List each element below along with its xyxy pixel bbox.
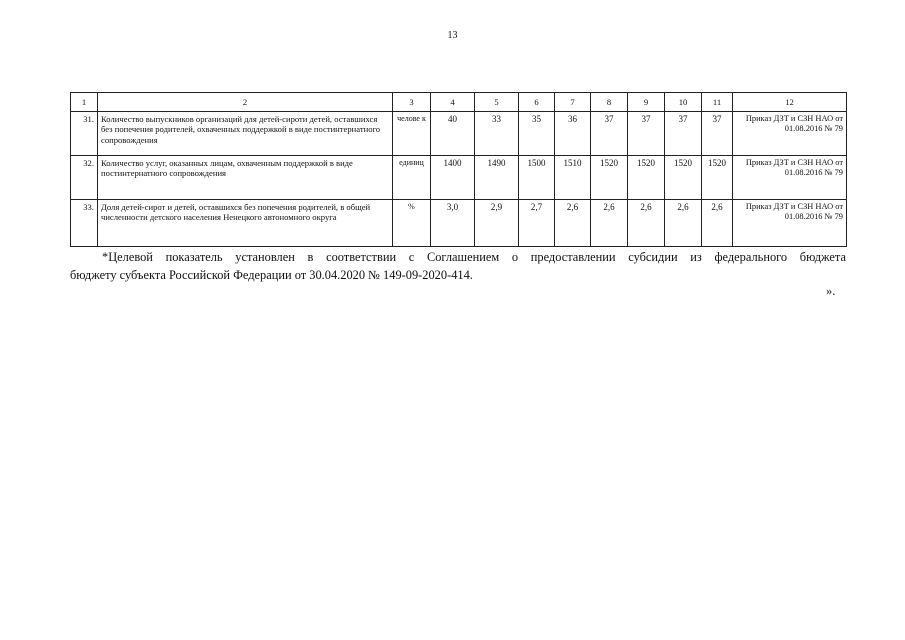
value-cell: 37	[628, 112, 665, 156]
column-header: 1	[71, 93, 98, 112]
value-cell: 2,7	[519, 200, 555, 247]
value-cell: 40	[431, 112, 475, 156]
value-cell: 37	[702, 112, 733, 156]
value-cell: 2,6	[665, 200, 702, 247]
value-cell: 1510	[555, 156, 591, 200]
footnote-line-2: бюджету субъекта Российской Федерации от 30.04.2020 № 149-09-2020-414.	[70, 268, 473, 282]
page-number: 13	[447, 30, 458, 41]
value-cell: 37	[591, 112, 628, 156]
table-header-row	[71, 93, 847, 112]
column-header: 10	[665, 93, 702, 112]
row-number: 32.	[71, 156, 98, 200]
table-row	[71, 156, 847, 200]
value-cell: 1490	[475, 156, 519, 200]
value-cell: 1400	[431, 156, 475, 200]
indicators-table	[70, 92, 847, 247]
value-cell: 2,6	[628, 200, 665, 247]
column-header: 9	[628, 93, 665, 112]
table-row	[71, 112, 847, 156]
column-header: 8	[591, 93, 628, 112]
value-cell: 1520	[702, 156, 733, 200]
column-header: 5	[475, 93, 519, 112]
column-header: 3	[393, 93, 431, 112]
unit-cell: %	[393, 200, 431, 247]
column-header: 2	[98, 93, 393, 112]
indicator-description: Количество услуг, оказанных лицам, охваченным поддержкой в виде постинтернатного сопровождения	[98, 156, 393, 200]
row-number: 33.	[71, 200, 98, 247]
unit-cell: челове к	[393, 112, 431, 156]
value-cell: 1520	[628, 156, 665, 200]
source-cell: Приказ ДЗТ и СЗН НАО от 01.08.2016 № 79	[733, 156, 847, 200]
value-cell: 2,6	[555, 200, 591, 247]
footnote-line-1: *Целевой показатель установлен в соответствии с Соглашением о предоставлении субсидии из федерального бюджета	[102, 250, 846, 264]
value-cell: 36	[555, 112, 591, 156]
row-number: 31.	[71, 112, 98, 156]
value-cell: 33	[475, 112, 519, 156]
column-header: 6	[519, 93, 555, 112]
value-cell: 1520	[665, 156, 702, 200]
value-cell: 2,6	[702, 200, 733, 247]
source-cell: Приказ ДЗТ и СЗН НАО от 01.08.2016 № 79	[733, 112, 847, 156]
value-cell: 2,9	[475, 200, 519, 247]
unit-cell: единиц	[393, 156, 431, 200]
closing-quote-mark: ».	[826, 284, 836, 298]
indicator-description: Доля детей-сирот и детей, оставшихся без попечения родителей, в общей численности детского населения Ненецкого автономного округа	[98, 200, 393, 247]
indicator-description: Количество выпускников организаций для детей-сироти детей, оставшихся без попечения родителей, охваченных поддержкой в виде постинтернатного сопровождения	[98, 112, 393, 156]
value-cell: 35	[519, 112, 555, 156]
value-cell: 37	[665, 112, 702, 156]
column-header: 11	[702, 93, 733, 112]
value-cell: 1520	[591, 156, 628, 200]
column-header: 12	[733, 93, 847, 112]
value-cell: 3,0	[431, 200, 475, 247]
table-row	[71, 200, 847, 247]
source-cell: Приказ ДЗТ и СЗН НАО от 01.08.2016 № 79	[733, 200, 847, 247]
footnote	[70, 248, 846, 284]
value-cell: 1500	[519, 156, 555, 200]
column-header: 7	[555, 93, 591, 112]
column-header: 4	[431, 93, 475, 112]
value-cell: 2,6	[591, 200, 628, 247]
